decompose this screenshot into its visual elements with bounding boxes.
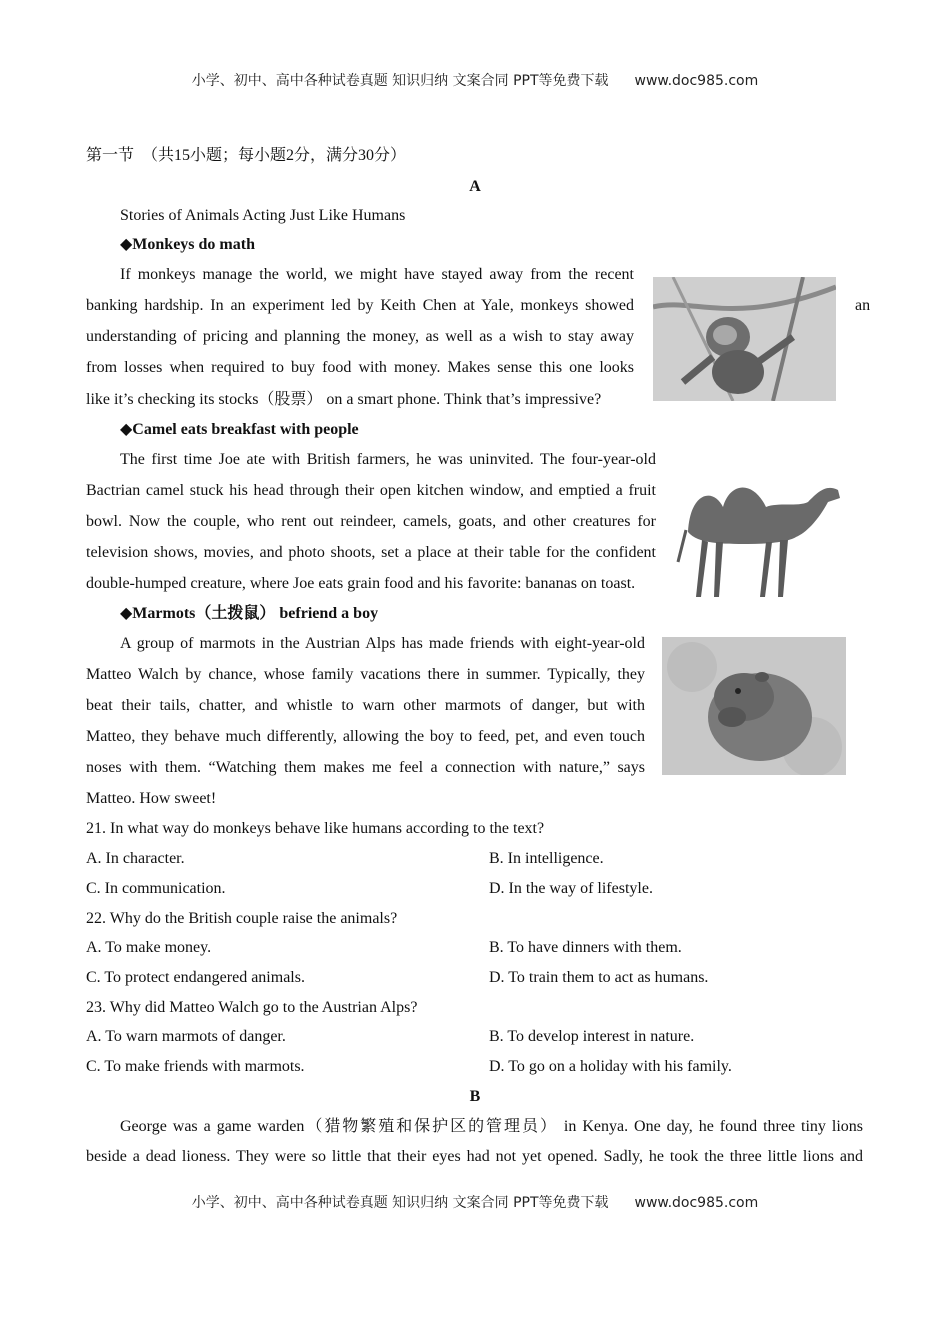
question-22-option-c: C. To protect endangered animals.: [86, 969, 305, 986]
question-21-option-c: C. In communication.: [86, 880, 226, 897]
marmot-illustration: [662, 637, 846, 775]
header-text: 小学、初中、高中各种试卷真题 知识归纳 文案合同 PPT等免费下载: [191, 73, 609, 89]
monkeys-overflow-word: an: [855, 297, 871, 314]
monkeys-line-3: understanding of pricing and planning the money, as well as a wish to stay away: [86, 328, 634, 345]
page-header: [0, 70, 950, 90]
passage-b-line-2: beside a dead lioness. They were so little that their eyes had not yet opened. Sadly, he took the three little lions and: [86, 1148, 863, 1165]
marmots-heading: ◆Marmots（土拨鼠） befriend a boy: [120, 605, 379, 622]
camel-photo: [668, 462, 846, 602]
question-22-option-b: B. To have dinners with them.: [489, 939, 682, 956]
marmots-line-6: Matteo. How sweet!: [86, 790, 217, 807]
footer-site[interactable]: www.doc985.com: [634, 1195, 759, 1211]
question-22-option-a: A. To make money.: [86, 939, 212, 956]
marmots-line-5: noses with them. “Watching them makes me feel a connection with nature,” says: [86, 759, 645, 776]
monkey-photo: [653, 277, 836, 401]
question-23-option-a: A. To warn marmots of danger.: [86, 1028, 286, 1045]
question-21-option-d: D. In the way of lifestyle.: [489, 880, 653, 897]
passage-a-title: Stories of Animals Acting Just Like Humans: [120, 207, 406, 224]
header-site[interactable]: www.doc985.com: [634, 73, 759, 89]
monkeys-line-2: banking hardship. In an experiment led by Keith Chen at Yale, monkeys showed: [86, 297, 634, 314]
question-23-option-c: C. To make friends with marmots.: [86, 1058, 305, 1075]
monkeys-heading: ◆Monkeys do math: [120, 236, 255, 253]
question-22-option-d: D. To train them to act as humans.: [489, 969, 709, 986]
section-intro: 第一节 （共15小题；每小题2分，满分30分）: [86, 147, 407, 164]
marmots-line-4: Matteo, they behave much differently, allowing the boy to feed, pet, and even touch: [86, 728, 645, 745]
marmots-line-3: beat their tails, chatter, and whistle to warn other marmots of danger, but with: [86, 697, 645, 714]
monkeys-line-1: If monkeys manage the world, we might have stayed away from the recent: [120, 266, 634, 283]
camel-line-3: bowl. Now the couple, who rent out reindeer, camels, goats, and other creatures for: [86, 513, 656, 530]
question-23-option-d: D. To go on a holiday with his family.: [489, 1058, 732, 1075]
marmots-line-2: Matteo Walch by chance, whose family vacations there in summer. Typically, they: [86, 666, 645, 683]
camel-illustration: [668, 462, 846, 602]
camel-line-1: The first time Joe ate with British farmers, he was uninvited. The four-year-old: [120, 451, 656, 468]
monkeys-line-4: from losses when required to buy food with money. Makes sense this one looks: [86, 359, 634, 376]
monkeys-line-5: like it’s checking its stocks（股票） on a smart phone. Think that’s impressive?: [86, 391, 602, 408]
passage-b-line-1: George was a game warden（猎物繁殖和保护区的管理员） in Kenya. One day, he found three tiny lions: [120, 1118, 863, 1135]
camel-line-4: television shows, movies, and photo shoots, set a place at their table for the confident: [86, 544, 656, 561]
passage-b-label: B: [469, 1088, 481, 1105]
camel-line-2: Bactrian camel stuck his head through their open kitchen window, and emptied a fruit: [86, 482, 656, 499]
camel-heading: ◆Camel eats breakfast with people: [120, 421, 359, 438]
page-footer: [0, 1192, 950, 1212]
question-23-stem: 23. Why did Matteo Walch go to the Austrian Alps?: [86, 999, 418, 1016]
passage-a-label: A: [469, 178, 481, 195]
question-23-option-b: B. To develop interest in nature.: [489, 1028, 695, 1045]
camel-line-5: double-humped creature, where Joe eats grain food and his favorite: bananas on toast.: [86, 575, 636, 592]
question-21-option-a: A. In character.: [86, 850, 185, 867]
marmot-photo: [662, 637, 846, 775]
monkey-illustration: [653, 277, 836, 401]
footer-text: 小学、初中、高中各种试卷真题 知识归纳 文案合同 PPT等免费下载: [191, 1195, 609, 1211]
question-21-option-b: B. In intelligence.: [489, 850, 604, 867]
question-22-stem: 22. Why do the British couple raise the animals?: [86, 910, 398, 927]
marmots-line-1: A group of marmots in the Austrian Alps has made friends with eight-year-old: [120, 635, 645, 652]
question-21-stem: 21. In what way do monkeys behave like humans according to the text?: [86, 820, 545, 837]
